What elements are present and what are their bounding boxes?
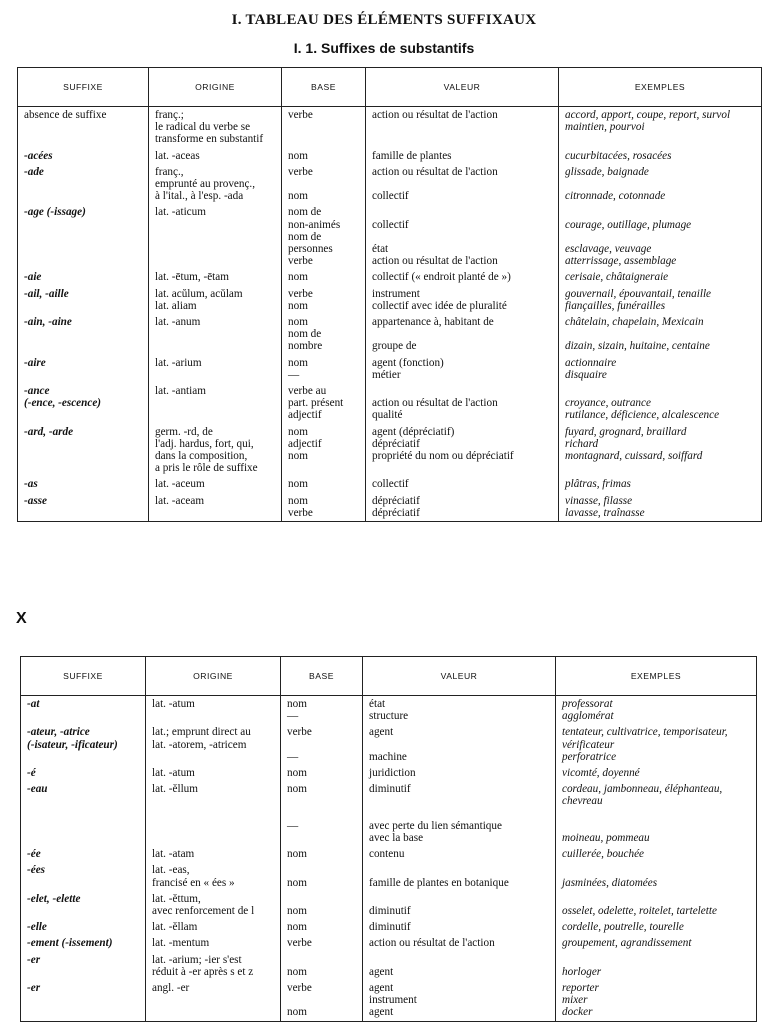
value-cell: action ou résultat de l'action collectif — [366, 164, 559, 205]
suffix-cell: -asse — [18, 493, 149, 522]
examples-cell: vicomté, doyenné — [556, 765, 757, 781]
origin-cell: lat. -atum — [146, 696, 281, 725]
examples-cell: fuyard, grognard, braillard richard montagnard, cuissard, soiffard — [559, 424, 762, 477]
base-cell: nom verbe — [282, 493, 366, 522]
examples-cell: cuillerée, bouchée — [556, 846, 757, 862]
table-row — [21, 891, 757, 919]
value-cell: état structure — [363, 696, 556, 725]
header-base: BASE — [282, 68, 366, 107]
value-cell: collectif — [366, 476, 559, 492]
base-cell: nom — [281, 846, 363, 862]
origin-cell: lat. -aticum — [149, 204, 282, 269]
examples-cell: groupement, agrandissement — [556, 935, 757, 951]
table-row — [18, 493, 762, 522]
origin-cell: angl. -er — [146, 980, 281, 1021]
value-cell: agent — [363, 952, 556, 980]
origin-cell: lat. -ētum, -ētam — [149, 269, 282, 285]
origin-cell: lat. -antiam — [149, 383, 282, 424]
header-exemples: EXEMPLES — [556, 657, 757, 696]
base-cell: verbe nom — [282, 164, 366, 205]
base-cell: nom — — [281, 696, 363, 725]
origin-cell: lat. -atam — [146, 846, 281, 862]
suffix-cell: -ement (-issement) — [21, 935, 146, 951]
header-base: BASE — [281, 657, 363, 696]
table-row — [21, 846, 757, 862]
examples-cell: osselet, odelette, roitelet, tartelette — [556, 891, 757, 919]
header-origine: ORIGINE — [149, 68, 282, 107]
value-cell: instrument collectif avec idée de pluralité — [366, 286, 559, 314]
origin-cell: lat.; emprunt direct au lat. -atorem, -atricem — [146, 724, 281, 765]
suffix-cell: -elle — [21, 919, 146, 935]
suffix-cell: -age (-issage) — [18, 204, 149, 269]
examples-cell: cordeau, jambonneau, éléphanteau, chevreau moineau, pommeau — [556, 781, 757, 846]
value-cell: action ou résultat de l'action — [366, 107, 559, 148]
examples-cell: cucurbitacées, rosacées — [559, 148, 762, 164]
table-row — [18, 383, 762, 424]
table-row — [21, 919, 757, 935]
suffix-table-2 — [20, 656, 757, 1022]
value-cell: famille de plantes en botanique — [363, 862, 556, 890]
base-cell: nom — [281, 919, 363, 935]
value-cell: agent machine — [363, 724, 556, 765]
header-valeur: VALEUR — [366, 68, 559, 107]
suffix-cell: -aire — [18, 355, 149, 383]
origin-cell: germ. -rd, de l'adj. hardus, fort, qui, dans la composition, a pris le rôle de suffixe — [149, 424, 282, 477]
value-cell: collectif (« endroit planté de ») — [366, 269, 559, 285]
table-row — [18, 476, 762, 492]
origin-cell: lat. -ĕllum — [146, 781, 281, 846]
table-row — [18, 148, 762, 164]
origin-cell: lat. -aceum — [149, 476, 282, 492]
suffix-cell: -ance (-ence, -escence) — [18, 383, 149, 424]
table-row — [21, 862, 757, 890]
header-suffixe: SUFFIXE — [18, 68, 149, 107]
value-cell: famille de plantes — [366, 148, 559, 164]
examples-cell: courage, outillage, plumage esclavage, veuvage atterrissage, assemblage — [559, 204, 762, 269]
base-cell: nom — — [281, 781, 363, 846]
examples-cell: plâtras, frimas — [559, 476, 762, 492]
table-row — [18, 286, 762, 314]
origin-cell: lat. -aceam — [149, 493, 282, 522]
suffix-cell: -ateur, -atrice (-isateur, -ificateur) — [21, 724, 146, 765]
examples-cell: actionnaire disquaire — [559, 355, 762, 383]
suffix-cell: -ail, -aille — [18, 286, 149, 314]
base-cell: nom — [282, 269, 366, 285]
examples-cell: jasminées, diatomées — [556, 862, 757, 890]
table-row — [18, 204, 762, 269]
suffix-cell: -ade — [18, 164, 149, 205]
base-cell: verbe nom — [282, 286, 366, 314]
table-header-row — [21, 657, 757, 696]
header-exemples: EXEMPLES — [559, 68, 762, 107]
table-row — [21, 765, 757, 781]
origin-cell: lat. -ĕllam — [146, 919, 281, 935]
value-cell: agent instrument agent — [363, 980, 556, 1021]
examples-cell: reporter mixer docker — [556, 980, 757, 1021]
base-cell: nom — [281, 862, 363, 890]
value-cell: collectif état action ou résultat de l'action — [366, 204, 559, 269]
suffix-cell: -eau — [21, 781, 146, 846]
suffix-cell: -ain, -aine — [18, 314, 149, 355]
suffix-cell: -ées — [21, 862, 146, 890]
suffix-cell: -é — [21, 765, 146, 781]
base-cell: nom — [282, 476, 366, 492]
suffix-table-1 — [17, 67, 762, 522]
table-row — [21, 696, 757, 725]
base-cell: verbe au part. présent adjectif — [282, 383, 366, 424]
base-cell: nom de non-animés nom de personnes verbe — [282, 204, 366, 269]
header-valeur: VALEUR — [363, 657, 556, 696]
value-cell: action ou résultat de l'action qualité — [366, 383, 559, 424]
table-row — [21, 724, 757, 765]
examples-cell: tentateur, cultivatrice, temporisateur, vérificateur perforatrice — [556, 724, 757, 765]
suffix-cell: absence de suffixe — [18, 107, 149, 148]
value-cell: contenu — [363, 846, 556, 862]
base-cell: nom nom de nombre — [282, 314, 366, 355]
separator-mark: X — [16, 610, 27, 627]
base-cell: verbe nom — [281, 980, 363, 1021]
origin-cell: lat. -anum — [149, 314, 282, 355]
examples-cell: professorat agglomérat — [556, 696, 757, 725]
table-row — [18, 269, 762, 285]
origin-cell: lat. -eas, francisé en « ées » — [146, 862, 281, 890]
suffix-cell: -elet, -elette — [21, 891, 146, 919]
origin-cell: lat. acŭlum, acŭlam lat. aliam — [149, 286, 282, 314]
table-row — [18, 314, 762, 355]
suffix-cell: -er — [21, 980, 146, 1021]
suffix-cell: -aie — [18, 269, 149, 285]
value-cell: diminutif avec perte du lien sémantique avec la base — [363, 781, 556, 846]
origin-cell: lat. -aceas — [149, 148, 282, 164]
origin-cell: lat. -arium — [149, 355, 282, 383]
examples-cell: gouvernail, épouvantail, tenaille fiançailles, funérailles — [559, 286, 762, 314]
table-row — [18, 355, 762, 383]
examples-cell: vinasse, filasse lavasse, traînasse — [559, 493, 762, 522]
origin-cell: lat. -arium; -ier s'est réduit à -er après s et z — [146, 952, 281, 980]
table-row — [21, 781, 757, 846]
table-header-row — [18, 68, 762, 107]
value-cell: agent (fonction) métier — [366, 355, 559, 383]
base-cell: nom — [281, 891, 363, 919]
table-row — [21, 952, 757, 980]
header-suffixe: SUFFIXE — [21, 657, 146, 696]
examples-cell: horloger — [556, 952, 757, 980]
table-row — [18, 424, 762, 477]
header-origine: ORIGINE — [146, 657, 281, 696]
value-cell: dépréciatif dépréciatif — [366, 493, 559, 522]
base-cell: verbe — [281, 935, 363, 951]
origin-cell: franç.; le radical du verbe se transforme en substantif — [149, 107, 282, 148]
origin-cell: lat. -mentum — [146, 935, 281, 951]
section-title: I. 1. Suffixes de substantifs — [293, 40, 475, 56]
value-cell: agent (dépréciatif) dépréciatif propriété du nom ou dépréciatif — [366, 424, 559, 477]
suffix-cell: -ée — [21, 846, 146, 862]
value-cell: diminutif — [363, 891, 556, 919]
table-row — [18, 107, 762, 148]
page-title: I. TABLEAU DES ÉLÉMENTS SUFFIXAUX — [231, 12, 537, 28]
examples-cell: cerisaie, châtaigneraie — [559, 269, 762, 285]
suffix-cell: -at — [21, 696, 146, 725]
value-cell: action ou résultat de l'action — [363, 935, 556, 951]
table-row — [21, 935, 757, 951]
value-cell: diminutif — [363, 919, 556, 935]
origin-cell: lat. -ĕttum, avec renforcement de l — [146, 891, 281, 919]
base-cell: nom — [281, 952, 363, 980]
base-cell: verbe — — [281, 724, 363, 765]
suffix-cell: -as — [18, 476, 149, 492]
origin-cell: franç., emprunté au provenç., à l'ital., à l'esp. -ada — [149, 164, 282, 205]
base-cell: verbe — [282, 107, 366, 148]
base-cell: nom — [282, 148, 366, 164]
suffix-cell: -ard, -arde — [18, 424, 149, 477]
origin-cell: lat. -atum — [146, 765, 281, 781]
suffix-cell: -acées — [18, 148, 149, 164]
examples-cell: châtelain, chapelain, Mexicain dizain, sizain, huitaine, centaine — [559, 314, 762, 355]
base-cell: nom — — [282, 355, 366, 383]
examples-cell: cordelle, poutrelle, tourelle — [556, 919, 757, 935]
examples-cell: glissade, baignade citronnade, cotonnade — [559, 164, 762, 205]
examples-cell: accord, apport, coupe, report, survol maintien, pourvoi — [559, 107, 762, 148]
value-cell: juridiction — [363, 765, 556, 781]
table-row — [21, 980, 757, 1021]
value-cell: appartenance à, habitant de groupe de — [366, 314, 559, 355]
suffix-cell: -er — [21, 952, 146, 980]
table-row — [18, 164, 762, 205]
base-cell: nom — [281, 765, 363, 781]
examples-cell: croyance, outrance rutilance, déficience, alcalescence — [559, 383, 762, 424]
base-cell: nom adjectif nom — [282, 424, 366, 477]
